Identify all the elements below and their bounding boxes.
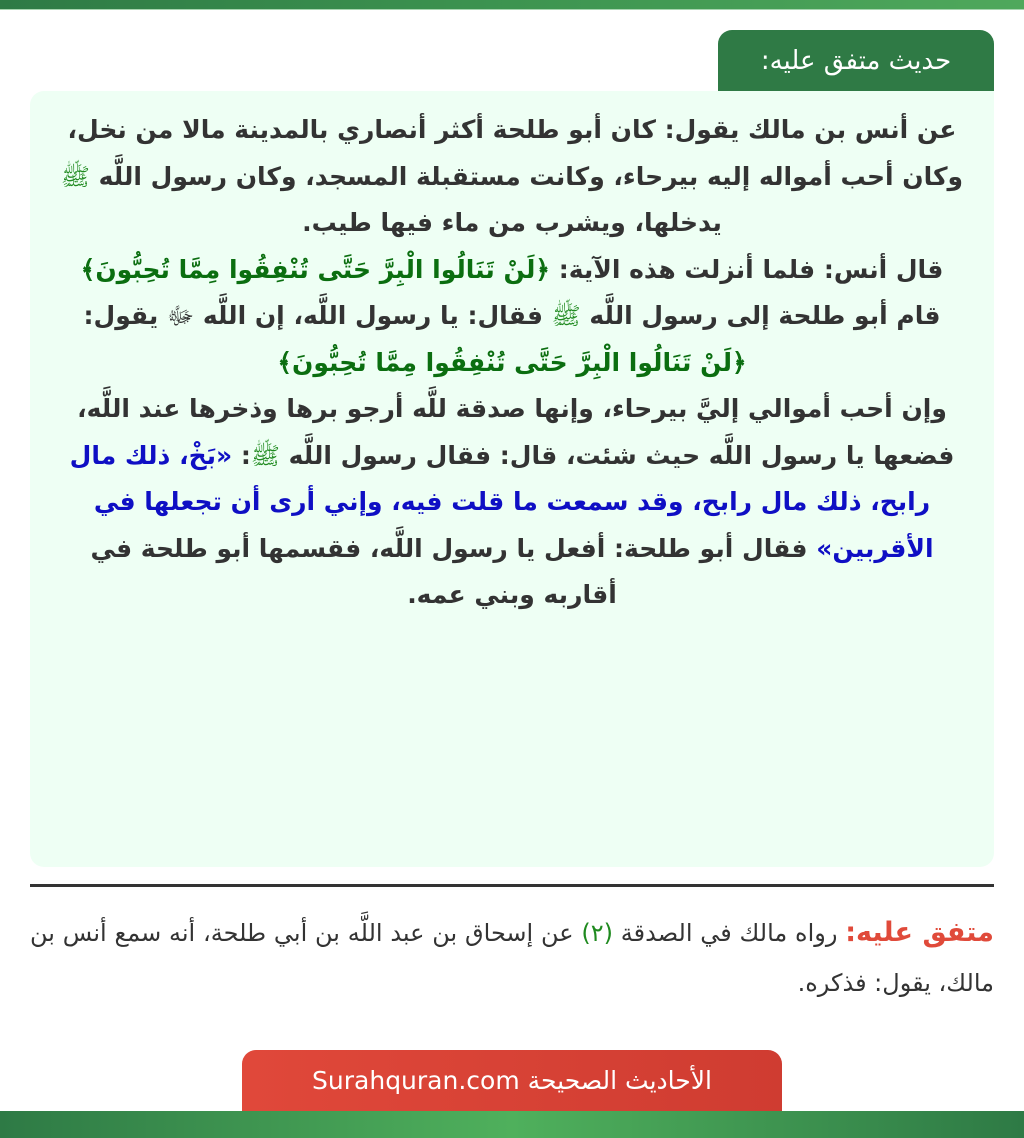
quran-verse: ﴿لَنْ تَنَالُوا الْبِرَّ حَتَّى تُنْفِقُوا مِمَّا تُحِبُّونَ﴾: [277, 347, 747, 377]
footnote-reference[interactable]: (٢): [581, 919, 613, 947]
hadith-paragraph-2: قال أنس: فلما أنزلت هذه الآية: ﴿لَنْ تَنَالُوا الْبِرَّ حَتَّى تُنْفِقُوا مِمَّا تُحِبُّونَ﴾ قام أبو طلحة إلى رسول اللَّه ﷺ فقال: يا رسول اللَّه، إن اللَّه ﷻ يقول: ﴿لَنْ تَنَالُوا الْبِرَّ حَتَّى تُنْفِقُوا مِمَّا تُحِبُّونَ﴾: [80, 254, 944, 377]
footnote: متفق عليه: رواه مالك في الصدقة (٢) عن إسحاق بن عبد اللَّه بن أبي طلحة، أنه سمع أنس بن مالك، يقول: فذكره.: [30, 917, 994, 997]
hadith-title-tab: [718, 30, 994, 91]
salallahu-alayhi-wasallam-icon: ﷺ: [60, 162, 90, 191]
bottom-green-bar: [0, 1111, 1024, 1138]
salallahu-alayhi-wasallam-icon: ﷺ: [551, 302, 581, 330]
tabaraka-wa-taala-icon: ﷻ: [167, 302, 195, 330]
hadith-paragraph-1: عن أنس بن مالك يقول: كان أبو طلحة أكثر أنصاري بالمدينة مالا من نخل، وكان أحب أمواله إليه بيرحاء، وكانت مستقبلة المسجد، وكان رسول اللَّه ﷺ يدخلها، ويشرب من ماء فيها طيب.: [60, 115, 964, 237]
quran-verse: ﴿لَنْ تَنَالُوا الْبِرَّ حَتَّى تُنْفِقُوا مِمَّا تُحِبُّونَ﴾: [80, 254, 550, 284]
hadith-text-box: [30, 91, 994, 867]
footnote-label: متفق عليه:: [845, 917, 994, 948]
top-green-bar: [0, 0, 1024, 9]
prophet-quote: «بَخْ، ذلك مال رابح، ذلك مال رابح، وقد سمعت ما قلت فيه، وإني أرى أن تجعلها في الأقربين»: [69, 440, 934, 563]
section-divider: [30, 884, 994, 887]
salallahu-alayhi-wasallam-icon: ﷺ: [250, 441, 280, 470]
hadith-paragraph-3: وإن أحب أموالي إليَّ بيرحاء، وإنها صدقة للَّه أرجو برها وذخرها عند اللَّه، فضعها يا رسول اللَّه حيث شئت، قال: فقال رسول اللَّه ﷺ: «بَخْ، ذلك مال رابح، ذلك مال رابح، وقد سمعت ما قلت فيه، وإني أرى أن تجعلها في الأقربين» فقال أبو طلحة: أفعل يا رسول اللَّه، فقسمها أبو طلحة في أقاربه وبني عمه.: [69, 394, 955, 609]
source-badge[interactable]: [242, 1050, 782, 1111]
source-label: الأحاديث الصحيحة Surahquran.com: [312, 1066, 712, 1095]
hadith-title: حديث متفق عليه:: [760, 45, 952, 76]
